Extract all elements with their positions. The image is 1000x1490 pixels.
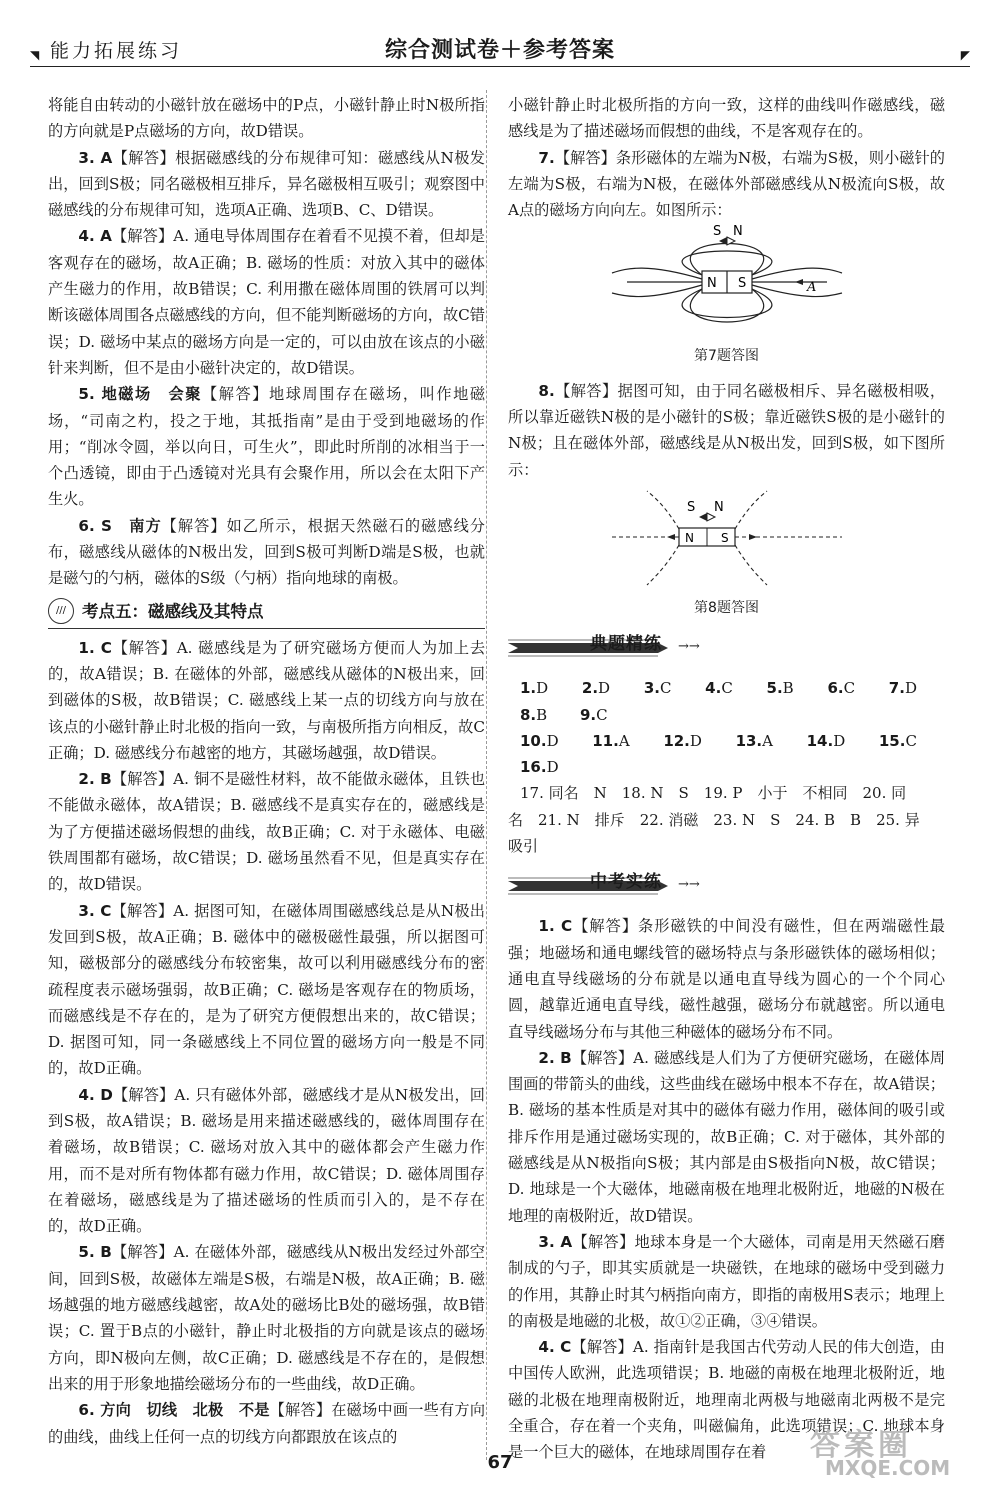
- paragraph: 3. C【解答】A. 据图可知，在磁体周围磁感线总是从N极出发回到S极，故A正确；B. 磁体中的磁极磁性最强，所以据图可知，磁极部分的磁感线分布较密集，故可以利用磁感线分布的密疏程度表示磁场强弱，故B正确；C. 磁场是客观存在的物质场，而磁感线是不存在的，是为了研究方便假想出来的，故C错误；D. 据图可知，同一条磁感线上不同位置的磁场方向一般是不同的，故D正确。: [48, 901, 485, 1078]
- paragraph: 4. A【解答】A. 通电导体周围存在着看不见摸不着，但却是客观存在的磁场，故A正确；B. 磁场的性质：对放入其中的磁体产生磁力的作用，故B错误；C. 利用撒在磁体周围的铁屑可以判断该磁体周围各点磁感线的方向，但不能判断磁场的方向，故C错误；D. 磁场中某点的磁场方向是一定的，可以由放在该点的小磁针来判断，但不是由小磁针决定的，故D错误。: [48, 227, 485, 377]
- figure-7-caption: 第7题答图: [694, 348, 759, 365]
- header-left-title: 能力拓展练习: [50, 40, 183, 62]
- figure-8: [508, 489, 945, 621]
- header-rule: [30, 66, 970, 67]
- paragraph: 5. B【解答】A. 在磁体外部，磁感线从N极出发经过外部空间，回到S极，故磁体左端是S极，右端是N极，故A正确；B. 磁场越强的地方磁感线越密，故A处的磁场比B处的磁场强，故B错误；C. 置于B点的小磁针，静止时北极指的方向就是该点的磁场方向，即N极向左侧，故C正确；D. 磁感线是不存在的，是假想出来的用于形象地描绘磁场分布的一些曲线，故D正确。: [48, 1243, 485, 1393]
- fig8-needle-s-label: S: [686, 499, 695, 515]
- paragraph: 5. 地磁场 会聚【解答】地球周围存在磁场，叫作地磁场，“司南之杓，投之于地，其抵指南”是由于受到地磁场的作用；“削冰令圆，举以向日，可生火”，即此时所削的冰相当于一个凸透镜，即由于凸透镜对光具有会聚作用，所以会在太阳下产生火。: [48, 385, 486, 509]
- answer-row: 1.D 2.D 3.C 4.C 5.B 6.C 7.D 8.B 9.C: [520, 679, 917, 724]
- page-header: [0, 0, 1000, 72]
- paragraph: 4. D【解答】A. 只有磁体外部，磁感线才是从N极发出，回到S极，故A错误；B. 磁场是用来描述磁感线的，磁体周围存在着磁场，故B错误；C. 磁场对放入其中的磁体都会产生磁力作用，而不是对所有物体都有磁力作用，故C错误；D. 磁体周围存在着磁场，磁感线是为了描述磁场的性质而引入的，是不存在的，故D正确。: [48, 1085, 485, 1236]
- figure-8-diagram: [607, 489, 847, 589]
- paragraph: 8.【解答】据图可知，由于同名磁极相斥、异名磁极相吸，所以靠近磁铁N极的是小磁针的S极；靠近磁铁S极的是小磁针的N极；且在磁体外部，磁感线是从N极出发，回到S极，如下图所示：: [508, 381, 945, 479]
- figure-7: [508, 223, 945, 369]
- fig7-point-a-label: A: [806, 280, 816, 296]
- fig7-bar-n-label: N: [706, 276, 717, 292]
- paragraph: 3. A【解答】根据磁感线的分布规律可知：磁感线从N极发出，回到S极；同名磁极相互排斥，异名磁极相互吸引；观察图中磁感线的分布规律可知，选项A正确、选项B、C、D错误。: [48, 148, 485, 220]
- header-center-title: 综合测试卷＋参考答案: [384, 38, 615, 63]
- answer-row: 10.D 11.A 12.D 13.A 14.D 15.C 16.D: [520, 731, 917, 777]
- paragraph: 3. A【解答】地球本身是一个大磁体，司南是用天然磁石磨制成的勺子，即其实质就是一块磁铁，在地球的磁场中受到磁力的作用，其静止时其勺柄指向南方，即指的南极用S表示；地理上的南极是地磁的北极，故①②正确，③④错误。: [508, 1232, 945, 1330]
- fig7-needle-s-label: S: [712, 224, 721, 240]
- answer-row: 吸引: [508, 837, 539, 856]
- figure-7-diagram: [607, 223, 847, 343]
- paragraph: 1. C【解答】A. 磁感线是为了研究磁场方便而人为加上去的，故A错误；B. 在磁体的外部，磁感线从磁体的N极出来，回到磁体的S极，故B错误；C. 磁感线上某一点的切线方向与放在该点的小磁针静止时北极的指向一致，与南极所指方向相反，故C正确；D. 磁感线分布越密的地方，其磁场越强，故D错误。: [48, 638, 486, 762]
- paragraph: 6. S 南方【解答】如乙所示，根据天然磁石的磁感线分布，磁感线从磁体的N极出发，回到S极可判断D端是S极，也就是磁勺的勺柄，磁体的S级（勺柄）指向地球的南极。: [48, 516, 485, 588]
- section-icon: ///: [48, 598, 74, 624]
- paragraph: 2. B【解答】A. 铜不是磁性材料，故不能做永磁体，且铁也不能做永磁体，故A错误；B. 磁感线不是真实存在的，磁感线是为了方便描述磁场假想的曲线，故B正确；C. 对于永磁体、电磁铁周围都有磁场，故C错误；D. 磁场虽然看不见，但是真实存在的，故D错误。: [48, 770, 486, 894]
- fig8-bar-n-label: N: [684, 530, 694, 545]
- column-divider: [486, 90, 487, 1460]
- banner-exam-practice: [508, 867, 945, 907]
- left-column: [48, 92, 485, 1450]
- figure-8-caption: 第8题答图: [694, 599, 759, 616]
- paragraph: 小磁针静止时北极所指的方向一致，这样的曲线叫作磁感线，磁感线是为了描述磁场而假想的曲线，不是客观存在的。: [508, 96, 945, 141]
- banner-title: 中考实练: [590, 872, 662, 893]
- watermark-logo: 答案圈 MXQE.COM: [810, 1428, 951, 1480]
- paragraph: 2. B【解答】A. 磁感线是人们为了方便研究磁场，在磁体周围画的带箭头的曲线，这些曲线在磁场中根本不存在，故A错误；B. 磁场的基本性质是对其中的磁体有磁力作用，磁体间的吸引或排斥作用是通过磁场实现的，故B正确；C. 对于磁体，其外部的磁感线是从N极指向S极；其内部是由S极指向N极，故C错误；D. 地球是一个大磁体，地磁南极在地理北极附近，地磁的N极在地理的南极附近，故D错误。: [508, 1048, 946, 1225]
- paragraph: 7.【解答】条形磁体的左端为N极，右端为S极，则小磁针的左端为S极，右端为N极，在磁体外部磁感线从N极流向S极，故A点的磁场方向向左。如图所示：: [508, 148, 945, 220]
- paragraph: 1. C【解答】条形磁铁的中间没有磁性，但在两端磁性最强；地磁场和通电螺线管的磁场特点与条形磁铁体的磁场相似；通电直导线磁场的分布就是以通电直导线为圆心的一个个同心圆，越靠近通电直导线，磁性越强，磁场分布就越密。所以通电直导线磁场分布与其他三种磁体的磁场分布不同。: [508, 917, 945, 1041]
- paragraph: 6. 方向 切线 北极 不是【解答】在磁场中画一些有方向的曲线，曲线上任何一点的切线方向都跟放在该点的: [48, 1401, 486, 1446]
- answer-row: 17. 同名 N 18. N S 19. P 小于 不相同 20. 同: [520, 784, 907, 803]
- fig7-needle-n-label: N: [732, 224, 743, 240]
- fig7-bar-s-label: S: [737, 276, 746, 292]
- section-heading: [48, 596, 485, 629]
- banner-tail-arrows: →→: [678, 877, 700, 893]
- corner-mark-right: ◤: [960, 48, 970, 62]
- paragraph: 将能自由转动的小磁针放在磁场中的P点，小磁针静止时N极所指的方向就是P点磁场的方向，故D错误。: [48, 96, 485, 141]
- corner-mark-left: ◥: [30, 48, 40, 62]
- banner-tail-arrows: →→: [678, 639, 700, 655]
- banner-title: 典题精练: [590, 634, 662, 655]
- paragraph: 4. C【解答】A. 指南针是我国古代劳动人民的伟大创造，由中国传人欧洲，此选项错误；B. 地磁的南极在地理北极附近，地磁的北极在地理南极附近，地理南北两极与地磁南北两极不是完全重合，存在着一个夹角，叫磁偏角，此选项错误；C. 地球本身是一个巨大的磁体，在地球周围存在着: [508, 1338, 945, 1462]
- page-number: 67: [487, 1452, 513, 1473]
- section-title: 考点五：磁感线及其特点: [82, 601, 264, 621]
- right-column: [508, 92, 945, 1466]
- fig8-bar-s-label: S: [720, 530, 729, 545]
- fig8-needle-n-label: N: [713, 499, 724, 515]
- answer-row: 名 21. N 排斥 22. 消磁 23. N S 24. B B 25. 异: [508, 810, 920, 829]
- banner-typical-practice: [508, 629, 945, 669]
